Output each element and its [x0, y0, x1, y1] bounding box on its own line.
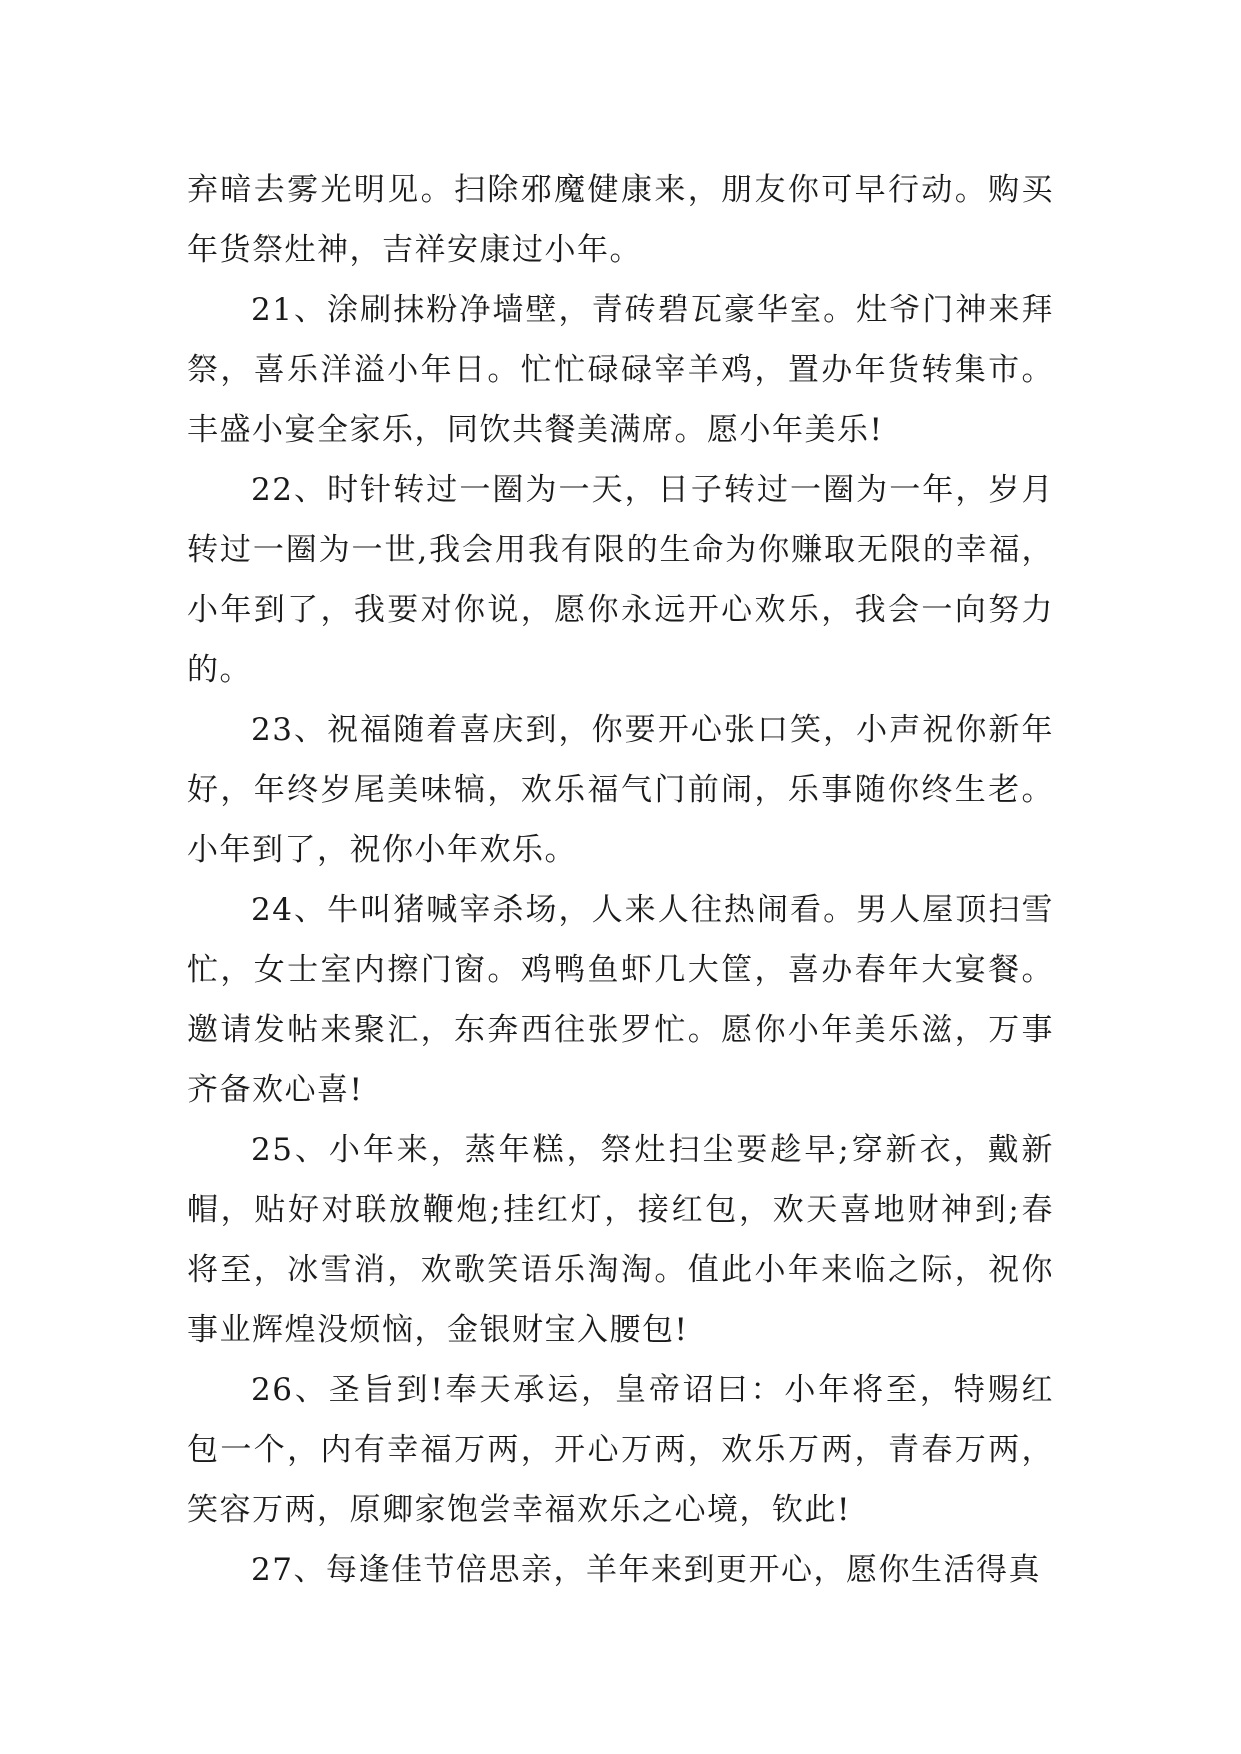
paragraph-22: 22、时针转过一圈为一天，日子转过一圈为一年，岁月转过一圈为一世,我会用我有限的生命为你赚取无限的幸福，小年到了，我要对你说，愿你永远开心欢乐，我会一向努力的。 [187, 472, 1054, 688]
document-body [187, 160, 1054, 1600]
paragraph-24: 24、牛叫猪喊宰杀场，人来人往热闹看。男人屋顶扫雪忙，女士室内擦门窗。鸡鸭鱼虾几大筐，喜办春年大宴餐。邀请发帖来聚汇，东奔西往张罗忙。愿你小年美乐滋，万事齐备欢心喜! [187, 892, 1054, 1108]
paragraph-continued: 弃暗去雾光明见。扫除邪魔健康来，朋友你可早行动。购买年货祭灶神，吉祥安康过小年。 [187, 172, 1054, 268]
paragraph-25: 25、小年来，蒸年糕，祭灶扫尘要趁早;穿新衣，戴新帽，贴好对联放鞭炮;挂红灯，接红包，欢天喜地财神到;春将至，冰雪消，欢歌笑语乐淘淘。值此小年来临之际，祝你事业辉煌没烦恼，金银财宝入腰包! [187, 1132, 1054, 1348]
paragraph-27: 27、每逢佳节倍思亲，羊年来到更开心，愿你生活得真 [251, 1552, 1041, 1588]
paragraph-21: 21、涂刷抹粉净墙壁，青砖碧瓦豪华室。灶爷门神来拜祭，喜乐洋溢小年日。忙忙碌碌宰羊鸡，置办年货转集市。丰盛小宴全家乐，同饮共餐美满席。愿小年美乐! [187, 292, 1054, 448]
paragraph-23: 23、祝福随着喜庆到，你要开心张口笑，小声祝你新年好，年终岁尾美味犒，欢乐福气门前闹，乐事随你终生老。小年到了，祝你小年欢乐。 [187, 712, 1054, 868]
paragraph-26: 26、圣旨到!奉天承运，皇帝诏曰：小年将至，特赐红包一个，内有幸福万两，开心万两，欢乐万两，青春万两，笑容万两，原卿家饱尝幸福欢乐之心境，钦此! [187, 1372, 1054, 1528]
